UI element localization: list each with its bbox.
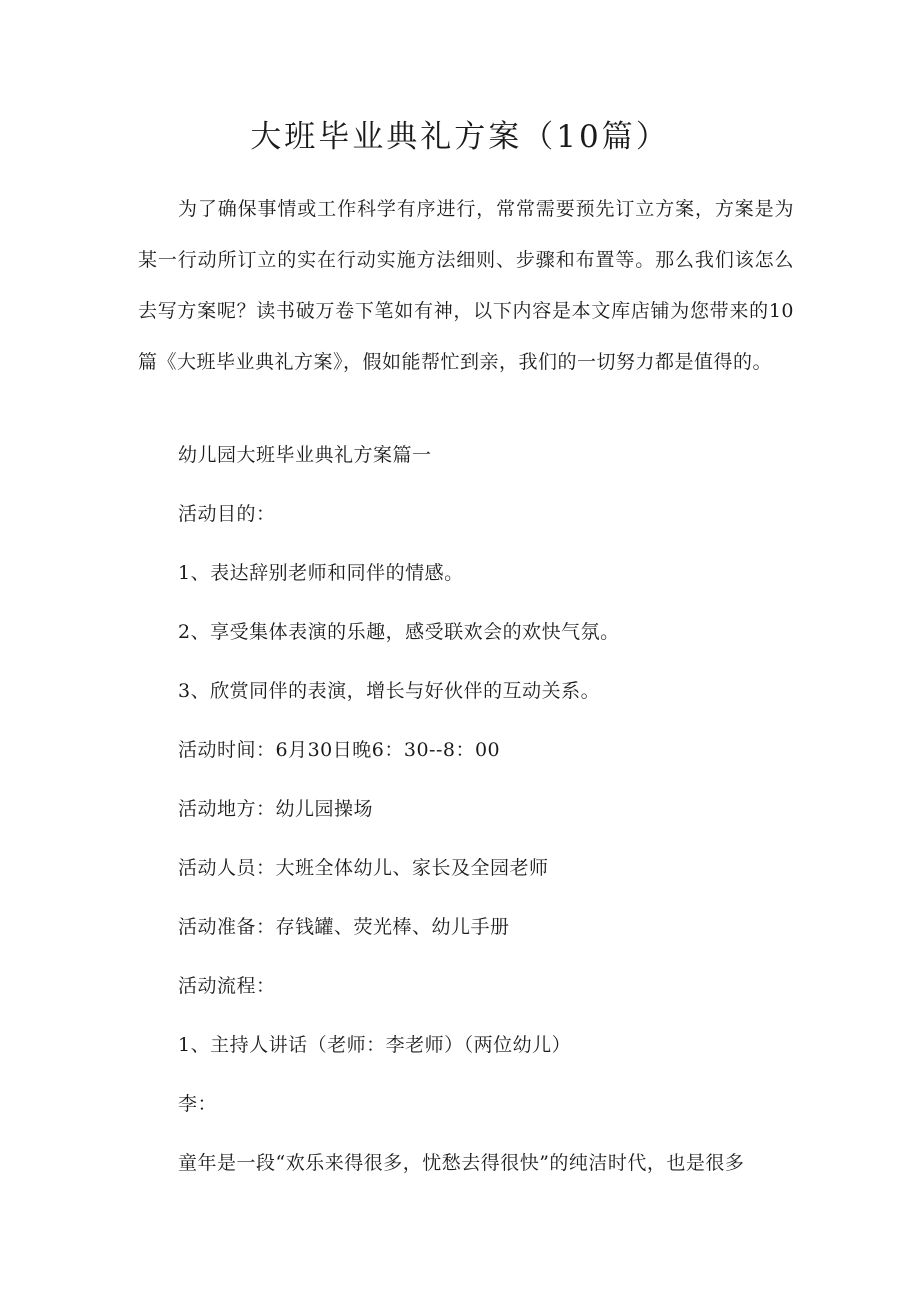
activity-time: 活动时间：6月30日晚6：30--8：00 xyxy=(178,739,501,761)
activity-purpose-label: 活动目的： xyxy=(178,503,276,525)
purpose-item: 1、表达辞别老师和同伴的情感。 xyxy=(178,562,464,584)
process-item: 1、主持人讲话（老师：李老师）（两位幼儿） xyxy=(178,1034,572,1056)
purpose-item: 2、享受集体表演的乐趣，感受联欢会的欢快气氛。 xyxy=(178,621,620,643)
activity-preparation: 活动准备：存钱罐、荧光棒、幼儿手册 xyxy=(178,916,510,938)
body-lines xyxy=(178,440,798,1207)
activity-location: 活动地方：幼儿园操场 xyxy=(178,798,374,820)
intro-paragraph: 为了确保事情或工作科学有序进行，常常需要预先订立方案，方案是为某一行动所订立的实在行动实施方法细则、步骤和布置等。那么我们该怎么去写方案呢？读书破万卷下笔如有神，以下内容是本文库店铺为您带来的10篇《大班毕业典礼方案》，假如能帮忙到亲，我们的一切努力都是值得的。 xyxy=(138,198,794,373)
speech-text: 童年是一段“欢乐来得很多，忧愁去得很快”的纯洁时代，也是很多 xyxy=(178,1152,745,1174)
document-title: 大班毕业典礼方案（10篇） xyxy=(250,119,670,155)
speaker-label: 李： xyxy=(178,1093,218,1115)
purpose-item: 3、欣赏同伴的表演，增长与好伙伴的互动关系。 xyxy=(178,680,601,702)
activity-process-label: 活动流程： xyxy=(178,975,276,997)
section-heading: 幼儿园大班毕业典礼方案篇一 xyxy=(178,444,432,466)
activity-participants: 活动人员：大班全体幼儿、家长及全园老师 xyxy=(178,857,549,879)
